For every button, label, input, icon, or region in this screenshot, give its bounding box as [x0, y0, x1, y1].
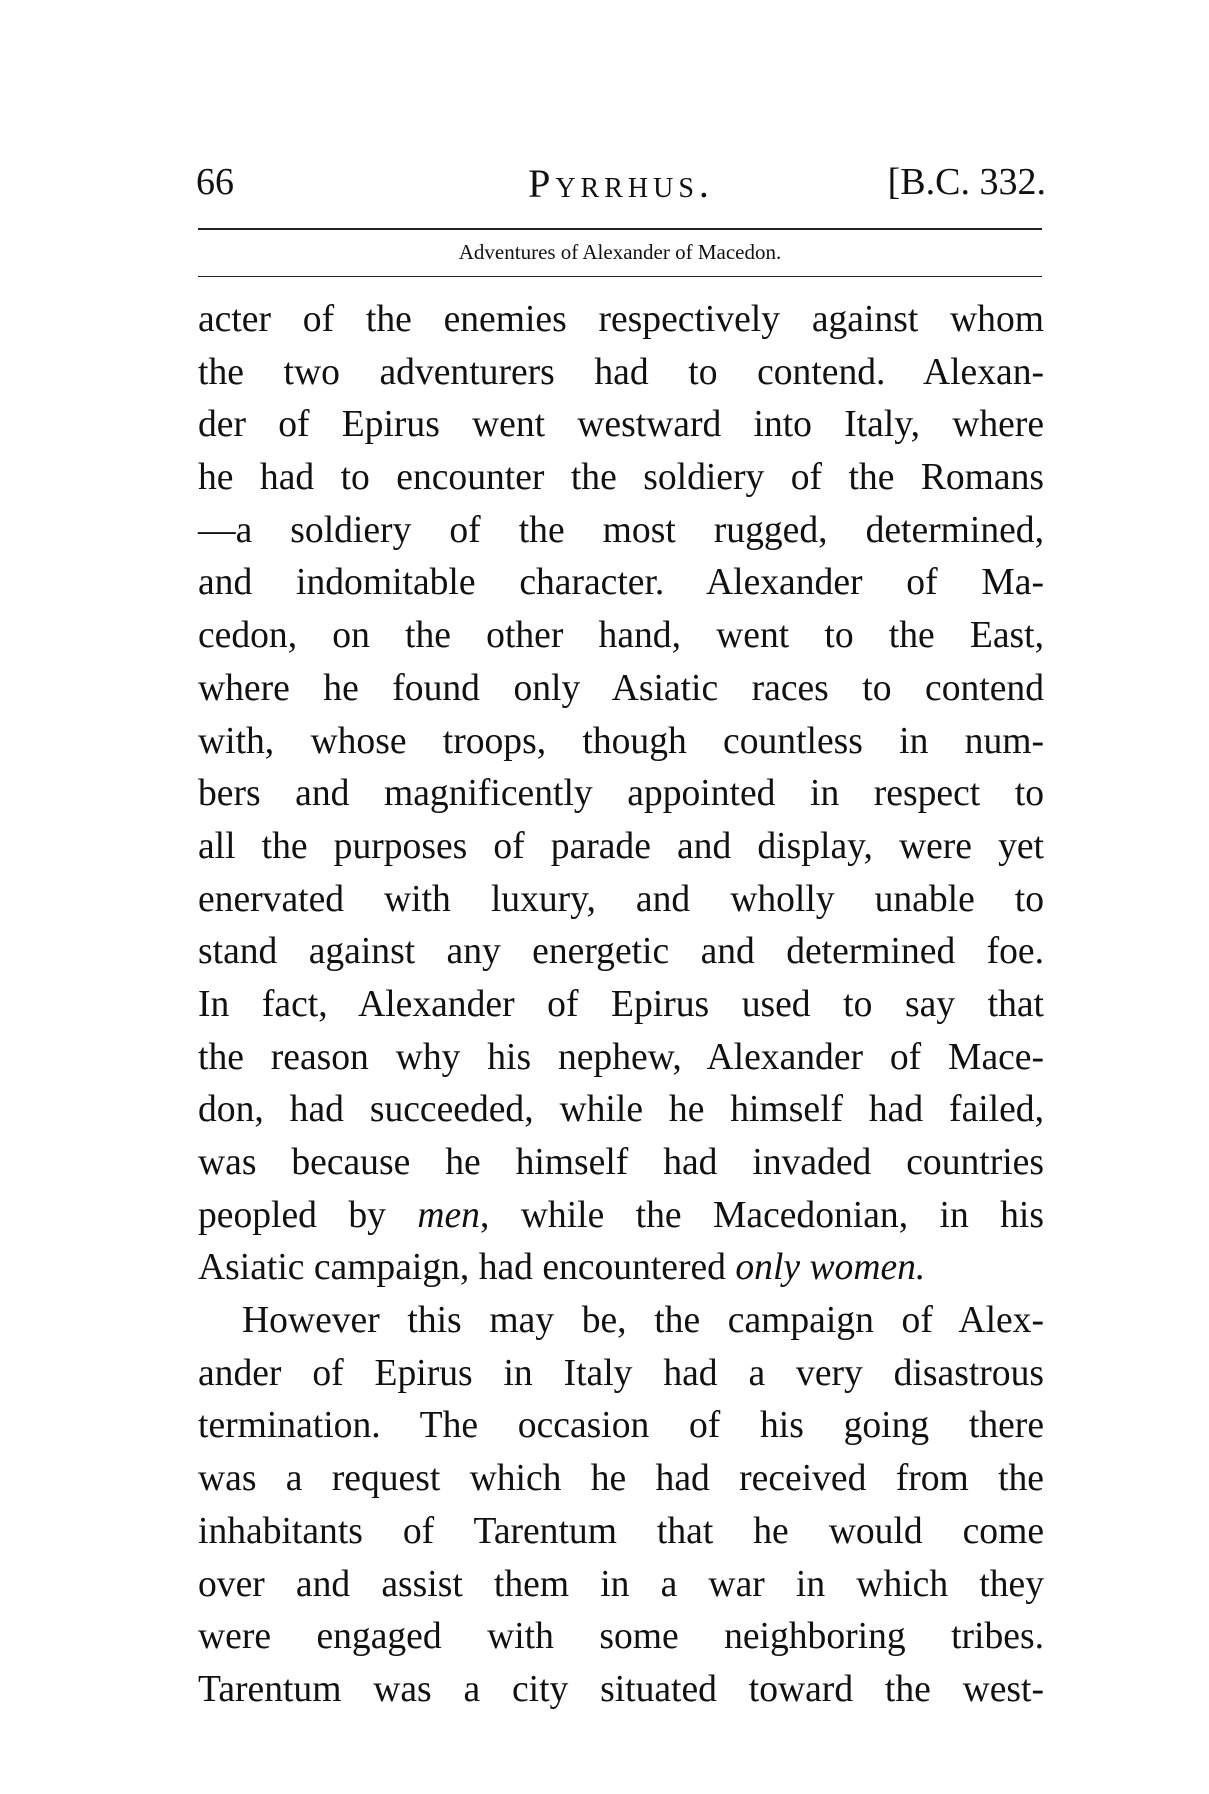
text-line: with, whose troops, though countless in num- [198, 720, 1044, 762]
text-line: bers and magnificently appointed in respect to [198, 773, 1044, 815]
section-subheader: Adventures of Alexander of Macedon. [458, 240, 782, 264]
text-line: over and assist them in a war in which they [198, 1563, 1044, 1605]
text-line: was a request which he had received from the [198, 1458, 1044, 1500]
text-line: der of Epirus went westward into Italy, where [198, 404, 1044, 446]
text-line: don, had succeeded, while he himself had failed, [198, 1089, 1044, 1131]
text-line: inhabitants of Tarentum that he would come [198, 1510, 1044, 1552]
text-line: the two adventurers had to contend. Alexan- [198, 351, 1044, 393]
text-line: and indomitable character. Alexander of Ma- [198, 562, 1044, 604]
text-line: stand against any energetic and determined foe. [198, 931, 1044, 973]
text-line: all the purposes of parade and display, were yet [198, 825, 1044, 867]
text-line: ander of Epirus in Italy had a very disastrous [198, 1352, 1044, 1394]
text-line [198, 1242, 1044, 1295]
text-fragment: , while the Macedonian, in his [479, 1194, 1045, 1236]
italic-phrase: only women. [735, 1247, 926, 1289]
italic-word: men [417, 1194, 480, 1236]
text-line: were engaged with some neighboring tribes. [198, 1616, 1044, 1658]
text-line: he had to encounter the soldiery of the Romans [198, 457, 1044, 499]
text-line: was because he himself had invaded countries [198, 1142, 1044, 1183]
text-fragment: Asiatic campaign, had encountered [198, 1247, 736, 1289]
page-header [196, 160, 1046, 220]
header-rule-bottom [198, 276, 1042, 277]
text-line: Tarentum was a city situated toward the west- [198, 1668, 1044, 1710]
header-rule-top [198, 228, 1042, 230]
text-line: cedon, on the other hand, went to the East, [198, 615, 1044, 657]
text-line: —a soldiery of the most rugged, determined, [198, 509, 1044, 551]
year-marker: [B.C. 332. [887, 161, 1046, 203]
text-fragment: peopled by [198, 1194, 418, 1236]
text-line: termination. The occasion of his going there [198, 1405, 1044, 1447]
page-number: 66 [196, 161, 234, 203]
text-line: enervated with luxury, and wholly unable to [198, 878, 1044, 920]
text-line: However this may be, the campaign of Alex- [242, 1300, 1044, 1342]
text-line: where he found only Asiatic races to contend [198, 667, 1044, 709]
running-title: Pyrrhus. [528, 161, 714, 206]
text-line [198, 1190, 1044, 1243]
body-text [198, 294, 1044, 1717]
text-line: acter of the enemies respectively against whom [198, 299, 1044, 340]
text-line: the reason why his nephew, Alexander of Mace- [198, 1036, 1044, 1078]
text-line: In fact, Alexander of Epirus used to say that [198, 983, 1044, 1025]
